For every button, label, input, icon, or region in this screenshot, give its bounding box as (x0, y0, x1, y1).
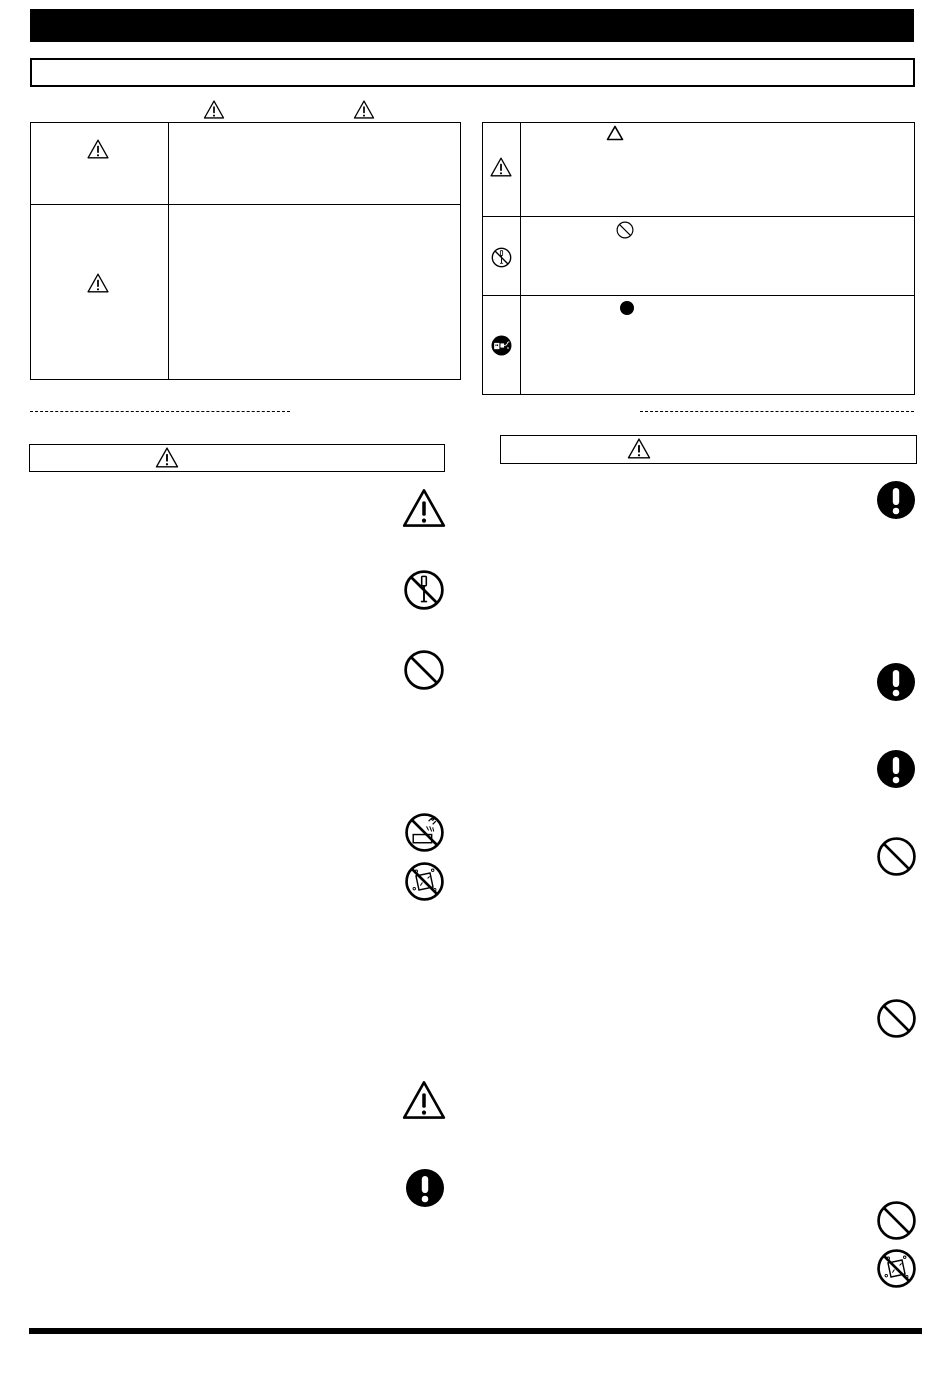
left-section-heading (29, 444, 445, 472)
symbol-table (482, 122, 915, 395)
prohibition-icon (403, 649, 445, 691)
prohibition-icon (876, 836, 917, 877)
caution-triangle-icon (155, 447, 179, 468)
right-section-heading (500, 435, 917, 464)
caution-triangle-icon (627, 438, 651, 459)
right-dashed-separator (640, 411, 914, 412)
prohibition-icon (876, 998, 917, 1039)
title-bar (30, 9, 914, 42)
legend-divider-vertical (168, 123, 169, 379)
symbol-divider-1 (483, 216, 914, 217)
bottom-rule (29, 1328, 922, 1334)
caution-triangle-icon (490, 157, 512, 177)
prohibition-circle-icon (616, 221, 634, 239)
mandatory-action-icon (876, 749, 916, 789)
caution-triangle-icon (402, 1080, 446, 1120)
mandatory-action-icon (876, 662, 916, 702)
legend-table (30, 122, 461, 380)
legend-row-1-text (177, 129, 452, 199)
filled-dot-icon (619, 300, 635, 316)
symbol-divider-2 (483, 295, 914, 296)
mandatory-action-icon (405, 1168, 445, 1208)
prohibition-icon (876, 1200, 917, 1241)
legend-row-2-text (177, 211, 452, 371)
no-disassembly-icon (491, 247, 512, 268)
no-children-icon (404, 861, 445, 902)
legend-divider-horizontal (31, 204, 460, 205)
no-children-icon (876, 1248, 917, 1289)
left-dashed-separator (30, 411, 290, 412)
symbol-divider-vertical (520, 123, 521, 394)
symbol-row-2-text (529, 245, 904, 290)
symbol-row-3-text (529, 325, 904, 385)
no-disassembly-icon (403, 569, 445, 611)
symbol-row-1-text (529, 149, 904, 209)
caution-triangle-icon (87, 139, 109, 159)
unplug-icon (491, 335, 512, 356)
triangle-outline-icon (606, 125, 624, 141)
caution-triangle-icon (87, 273, 109, 293)
mandatory-action-icon (876, 480, 916, 520)
caution-triangle-icon (353, 100, 375, 119)
caution-triangle-icon (203, 100, 225, 119)
caution-triangle-icon (402, 488, 446, 528)
subtitle-box (30, 58, 915, 87)
no-water-icon (404, 812, 445, 853)
